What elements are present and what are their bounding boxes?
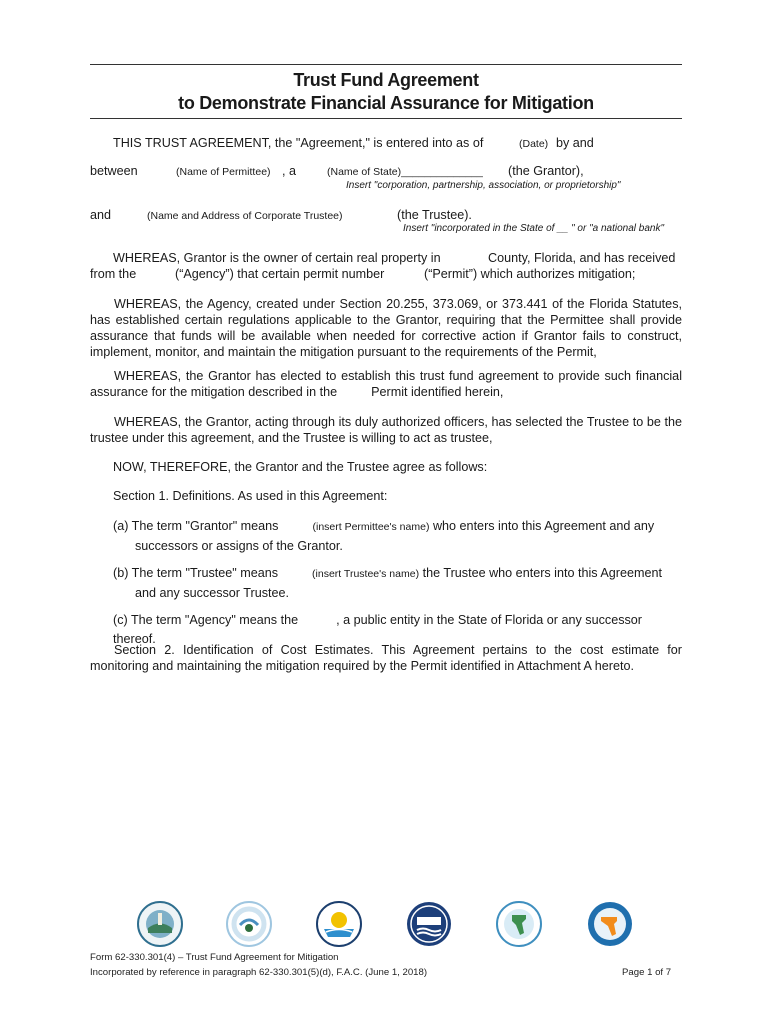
insert-incorporated-note: Insert "incorporated in the State of __ " or "a national bank" [403, 223, 665, 234]
and-text: and [90, 208, 112, 222]
whereas1-line2b: (“Agency”) that certain permit number [175, 267, 385, 281]
permittee-name-placeholder: (insert Permittee's name) [312, 521, 430, 533]
trustee-name-placeholder: (insert Trustee's name) [312, 568, 420, 580]
whereas1-line1b: County, Florida, and has received [488, 251, 676, 265]
insert-corporation-note: Insert "corporation, partnership, association, or proprietorship" [346, 180, 621, 191]
whereas1-line2c: (“Permit”) which authorizes mitigation; [424, 267, 636, 281]
fdep-seal-icon [587, 901, 633, 947]
now-therefore-text: NOW, THEREFORE, the Grantor and the Trustee agree as follows: [113, 460, 488, 474]
whereas1-line2a: from the [90, 267, 137, 281]
definition-grantor-cont: successors or assigns of the Grantor. [135, 539, 343, 553]
between-text: between [90, 164, 138, 178]
document-title: Trust Fund Agreement [293, 70, 479, 90]
whereas4-paragraph [90, 414, 682, 446]
definition-trustee-cont: and any successor Trustee. [135, 586, 290, 600]
definition-agency-rest: , a public entity in the State of Florida or any successor thereof. [113, 613, 642, 646]
section2-text: Section 2. Identification of Cost Estimates. This Agreement pertains to the cost estimate for monitoring and maintaining the mitigation required by the Permit identified in Attachment A hereto. [90, 643, 682, 673]
definition-trustee [113, 564, 683, 603]
permittee-placeholder: (Name of Permittee) [176, 166, 271, 178]
definition-grantor [113, 517, 683, 556]
intro-text: THIS TRUST AGREEMENT, the "Agreement," is entered into as of [113, 136, 484, 150]
by-and-text: by and [556, 136, 594, 150]
date-placeholder: (Date) [519, 138, 549, 150]
whereas3-text-a: WHEREAS, the Grantor has elected to establish this trust fund agreement to provide such financial assurance for the mitigation described in the [90, 369, 682, 399]
state-placeholder: (Name of State)______________ [327, 166, 483, 178]
document-subtitle: to Demonstrate Financial Assurance for Mitigation [178, 93, 594, 113]
grantor-text: (the Grantor), [508, 164, 584, 178]
whereas2-paragraph [90, 296, 682, 360]
swfwmd-seal-icon [316, 901, 362, 947]
definition-agency-label: (c) The term "Agency" means the [113, 613, 299, 627]
definition-grantor-label: (a) The term "Grantor" means [113, 519, 279, 533]
page-number: Page 1 of 7 [622, 967, 672, 978]
whereas3-text-b: Permit identified herein, [371, 385, 504, 399]
definition-grantor-rest: who enters into this Agreement and any [432, 519, 655, 533]
whereas1-line1a: WHEREAS, Grantor is the owner of certain real property in [113, 251, 441, 265]
a-text: , a [282, 164, 297, 178]
trustee-placeholder: (Name and Address of Corporate Trustee) [147, 210, 343, 222]
footer-incorporation: Incorporated by reference in paragraph 62-330.301(5)(d), F.A.C. (June 1, 2018) [90, 967, 428, 978]
whereas3-paragraph [90, 368, 682, 400]
whereas4-text: WHEREAS, the Grantor, acting through its duly authorized officers, has selected the Trustee to be the trustee under this agreement, and the Trustee is willing to act as trustee, [90, 415, 682, 445]
section2-paragraph [90, 642, 682, 674]
whereas2-text: WHEREAS, the Agency, created under Section 20.255, 373.069, or 373.441 of the Florida Statutes, has established certain regulations applicable to the Grantor, requiring that the Permittee shall provide assurance that funds will be available when needed for corrective action if Grantor fails to construct, implement, monitor, and maintain the mitigation pursuant to the requirements of the Permit, [90, 297, 682, 359]
sfwmd-seal-icon [496, 901, 542, 947]
definition-trustee-label: (b) The term "Trustee" means [113, 566, 279, 580]
definition-trustee-rest: the Trustee who enters into this Agreement [422, 566, 662, 580]
top-rule [90, 64, 682, 65]
sjrwmd-seal-icon [406, 901, 452, 947]
nwfwmd-seal-icon [137, 901, 183, 947]
section1-heading: Section 1. Definitions. As used in this Agreement: [113, 489, 388, 503]
footer-form: Form 62-330.301(4) – Trust Fund Agreement for Mitigation [90, 952, 339, 963]
srwmd-seal-icon [226, 901, 272, 947]
title-rule [90, 118, 682, 119]
trustee-text: (the Trustee). [397, 208, 472, 222]
